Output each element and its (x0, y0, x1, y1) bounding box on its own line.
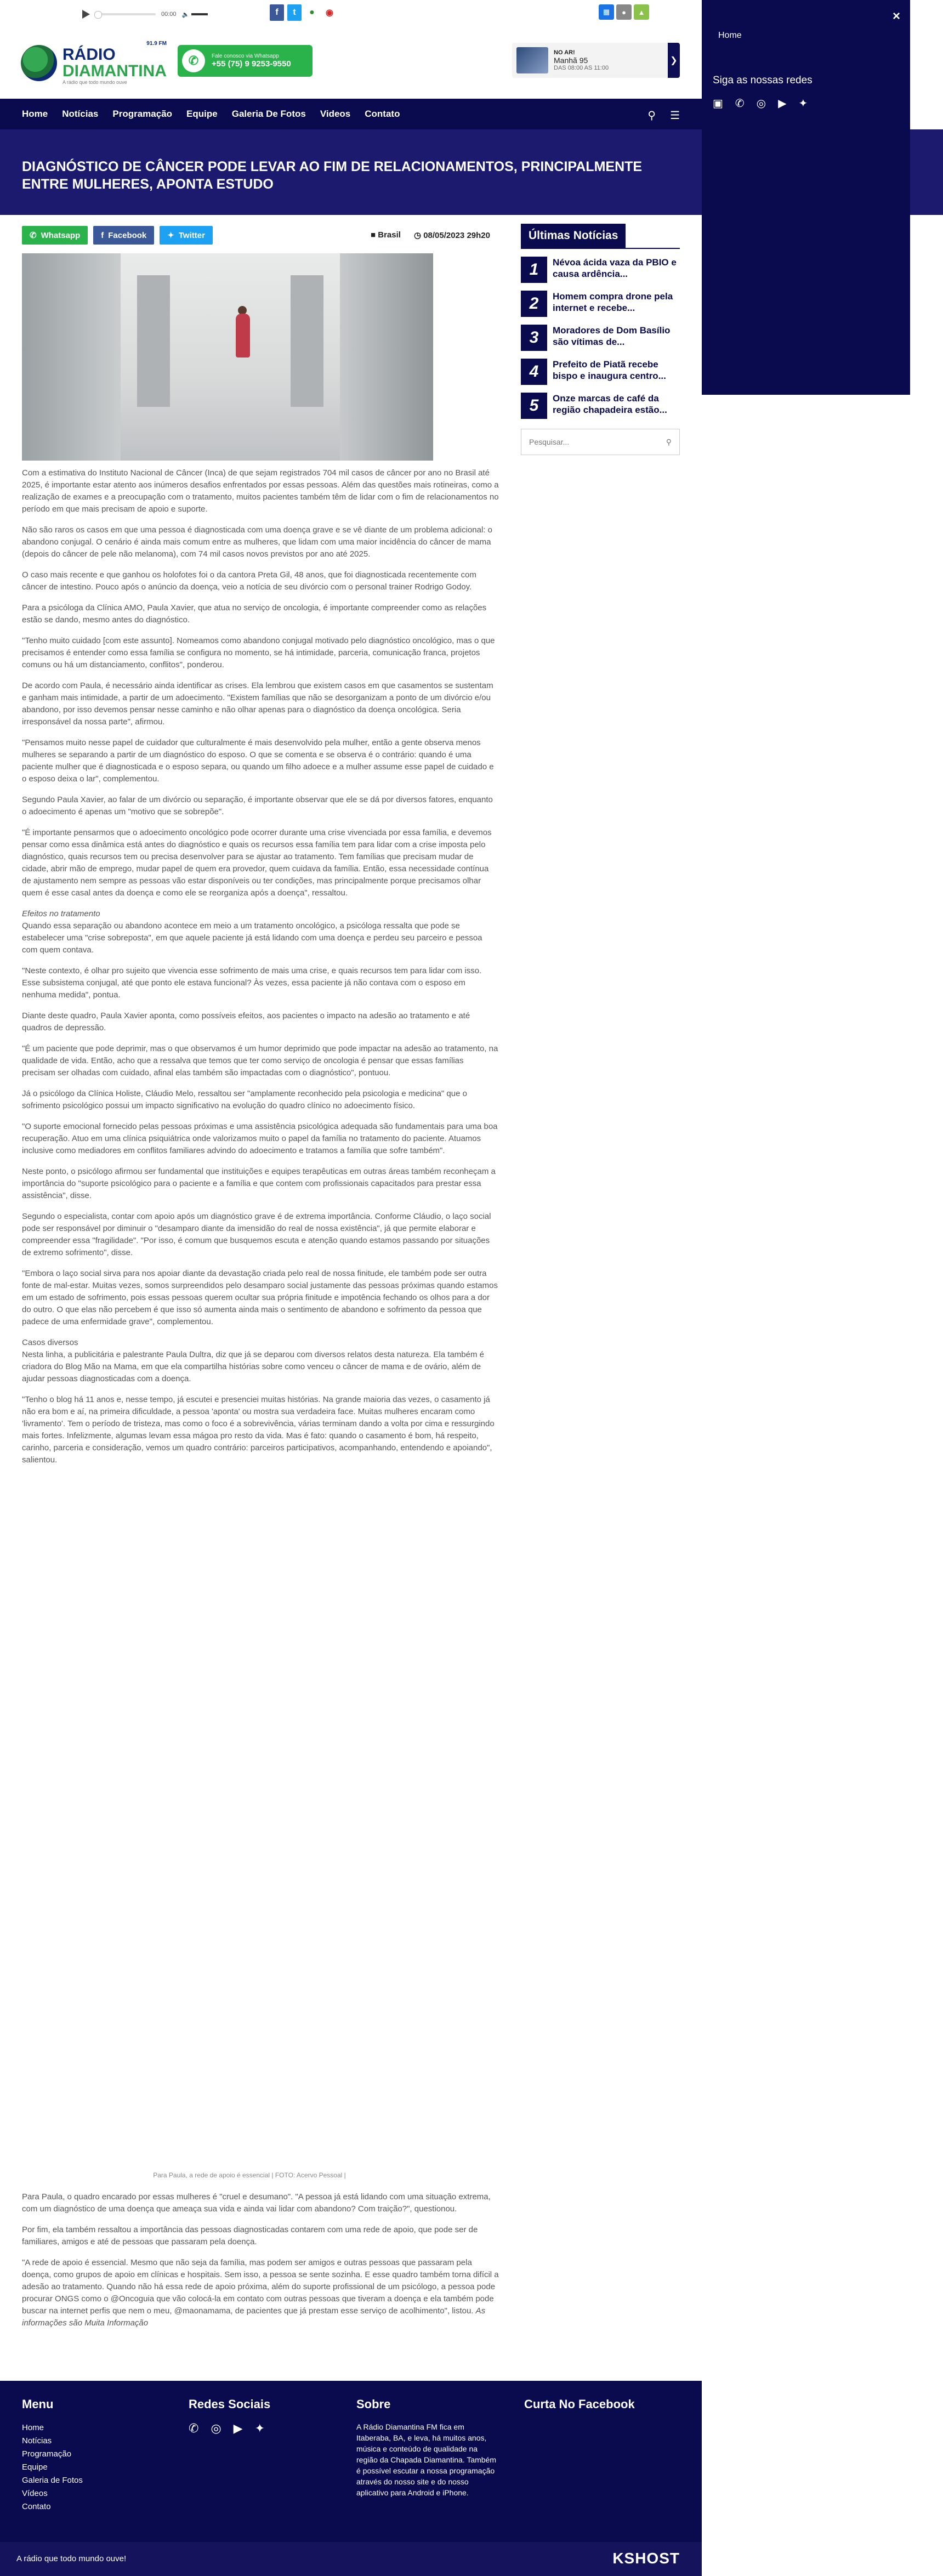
player-time: 00:00 (161, 11, 177, 18)
host-photo (516, 47, 548, 73)
article-body-continued (22, 2191, 499, 2338)
folder-icon: ■ (371, 230, 376, 240)
article-paragraph: "Pensamos muito nesse papel de cuidador que culturalmente é mais desenvolvido pela mulher, então a gente observa menos mulheres se separando a partir de um diagnóstico do esposo. O que se comenta e se observa é o contrário: quando é uma paciente mulher que é diagnosticada e o esposo separa, ou quando um filho adoece e a mulher assume esse papel de cuidado e o esposo deixa o lar", complementou. (22, 738, 494, 784)
footer-tagline: A rádio que todo mundo ouve! (16, 2554, 127, 2563)
share-buttons (22, 226, 213, 245)
article-paragraph: "Neste contexto, é olhar pro sujeito que vivencia esse sofrimento de mais uma crise, e quais recursos tem para lidar com isso. Esse subsistema conjugal, até que ponto ele estava funcional? Às vezes, essa paciente já não contava com o esposo em nenhuma medida", pontua. (22, 966, 482, 1000)
search-icon[interactable]: ⚲ (666, 437, 672, 446)
menu-icon[interactable]: ☰ (670, 110, 680, 122)
article-title: DIAGNÓSTICO DE CÂNCER PODE LEVAR AO FIM DE RELACIONAMENTOS, PRINCIPALMENTE ENTRE MULHERES, APONTA ESTUDO (22, 159, 643, 192)
instagram-icon[interactable]: ◎ (756, 98, 766, 110)
twitter-icon: ✦ (167, 231, 174, 240)
article-paragraph: Já o psicólogo da Clínica Holiste, Cláudio Melo, ressaltou ser "amplamente reconhecido pela psicologia e medicina" que o sofrimento psicológico possui um impacto significativo na evolução do quadro clínico no adoecimento físico. (22, 1089, 467, 1110)
footer-about-title: Sobre (356, 2397, 391, 2411)
article-paragraph: "Embora o laço social sirva para nos apoiar diante da devastação criada pelo real de nossa finitude, ele também pode ser outra fonte de mal-estar. Muitas vezes, somos surpreendidos pelo desamparo social justamente das pessoas próximas quando estamos em um estado de sofrimento, pois essas pessoas querem ocultar sua própria finitude e impotência fechando os olhos para a dor do outro. O que elas não percebem é que isso só aumenta ainda mais o sentimento de abandono e sofrimento da pessoa que padece de uma enfermidade grave", complementou. (22, 1269, 498, 1326)
facebook-icon[interactable]: f (270, 4, 284, 21)
article-paragraph: "É importante pensarmos que o adoecimento oncológico pode ocorrer durante uma crise vivenciada por essa família, e devemos pensar como essa dinâmica está antes do diagnóstico e quais os recursos essa família tem para lidar com a crise imposta pelo diagnóstico, quais recursos tem ou precisa desenvolver para se ajustar ao tratamento. Tem famílias que precisam mudar de cidade, abrir mão de emprego, mudar papel de quem era provedor, quem cuidava da família. Então, essa necessidade contínua de ajustamento nem sempre as pessoas vão estar disponíveis ou ter condições, mas principalmente porque precisamos olhar quem é esse casal antes da doença e como ele se reorganiza após a doença", ressaltou. (22, 828, 492, 898)
close-icon[interactable]: × (892, 9, 900, 24)
youtube-icon[interactable]: ▶ (233, 2421, 243, 2435)
on-air-program: Manhã 95 (554, 56, 588, 65)
logo-emblem (21, 45, 57, 81)
news-item[interactable] (521, 359, 680, 385)
volume-icon[interactable]: 🔈 (181, 11, 190, 18)
whatsapp-contact-button[interactable] (178, 45, 313, 77)
top-social-links (270, 4, 337, 21)
article-subheading: Casos diversos (22, 1338, 78, 1347)
volume-control[interactable] (182, 11, 208, 18)
nav-noticias[interactable]: Notícias (62, 109, 99, 119)
offcanvas-home-link[interactable]: Home (718, 31, 742, 40)
play-icon[interactable] (82, 10, 90, 19)
article-paragraph: Por fim, ela também ressaltou a importância das pessoas diagnosticadas contarem com uma rede de apoio, que pode ser de familiares, amigos e até de pessoas que passaram pela doença. (22, 2225, 478, 2246)
footer-about (356, 2397, 499, 2498)
volume-slider[interactable] (191, 13, 208, 15)
nav-videos[interactable]: Videos (320, 109, 351, 119)
logo-text: 91.9 FM RÁDIO DIAMANTINA A rádio que todo mundo ouve (63, 41, 167, 85)
article-meta (371, 230, 490, 240)
share-whatsapp-button[interactable]: ✆ Whatsapp (22, 226, 88, 245)
news-title[interactable]: Névoa ácida vaza da PBIO e causa ardência... (553, 257, 677, 279)
main-nav (0, 99, 702, 129)
on-air-label: NO AR! (554, 49, 575, 56)
news-title[interactable]: Prefeito de Piatã recebe bispo e inaugura centro... (553, 359, 666, 381)
chevron-right-icon[interactable]: ❯ (668, 43, 680, 78)
site-logo[interactable] (21, 41, 167, 85)
nav-galeria[interactable]: Galeria De Fotos (231, 109, 306, 119)
footer-link[interactable]: Contato (22, 2502, 51, 2511)
search-icon[interactable]: ⚲ (647, 110, 656, 122)
article-body (22, 467, 499, 1475)
facebook-icon[interactable]: ▣ (713, 98, 723, 110)
article-paragraph: "A rede de apoio é essencial. Mesmo que não seja da família, mas podem ser amigos e outras pessoas que passaram pela doença, como grupos de apoio em clínicas e hospitais. Sem isso, a pessoa se sente sozinha. E esse quadro também torna difícil a adesão ao tratamento. Quando não há essa rede de apoio próxima, além do suporte profissional de um psicólogo, a pessoa pode procurar ONGS como o @Oncoguia que vão colocá-la em contato com outras pessoas que tiveram a doença e ela também pode buscar na internet perfis que nem o meu, @maonamama, de pacientes que já prestam esse serviço de acolhimento", listou. As informações são Muita Informação (22, 2258, 499, 2328)
article-paragraph: Segundo o especialista, contar com apoio após um diagnóstico grave é de extrema importância. Conforme Cláudio, o laço social pode ser responsável por diminuir o "desamparo diante da imensidão do real de nossa existência", já que permite elaborar e compreender essa "fragilidade". "Por isso, é comum que busquemos escuta e atenção quando estamos passando por situações de extremo sofrimento", disse. (22, 1212, 491, 1257)
article-paragraph: "Tenho o blog há 11 anos e, nesse tempo, já escutei e presenciei muitas histórias. Na grande maioria das vezes, o casamento já não era bom e aí, na primeira dificuldade, a pessoa 'aponta' ou mostra sua verdadeira face. Muitas mulheres encaram como 'livramento'. Tem o período de tristeza, mas como o foco é a sobrevivência, várias terminam dando a volta por cima e ressurgindo mais fortes. Infelizmente, algumas levam essa mágoa pro resto da vida. Mas é fato: quando o casamento é bom, há respeito, carinho, parceria e consideração, vemos um quadro contrário: parceiros participativos, acompanhando, entendendo e apoiando", salientou. (22, 1395, 495, 1465)
whatsapp-icon: ✆ (182, 49, 205, 72)
apple-icon[interactable]: ● (616, 4, 632, 20)
app-download-links (599, 4, 649, 20)
news-item[interactable] (521, 325, 680, 351)
article-paragraph: Nesta linha, a publicitária e palestrante Paula Dultra, diz que já se deparou com diversos relatos desta natureza. Ela também é criadora do Blog Mão na Mama, em que ela compartilha histórias sobre como venceu o câncer de mama e de ovário, além de ajudar pessoas diagnosticadas com a doença. (22, 1350, 484, 1383)
on-air-widget[interactable] (512, 43, 680, 78)
footer-bottom-bar (0, 2542, 702, 2576)
audio-player (82, 7, 208, 22)
nav-home[interactable]: Home (22, 109, 48, 119)
article-paragraph: O caso mais recente e que ganhou os holofotes foi o da cantora Preta Gil, 48 anos, que foi diagnosticada recentemente com câncer de intestino. Pouco após o anúncio da doença, veio a notícia de seu divórcio com o personal trainer Rodrigo Godoy. (22, 570, 476, 592)
android-icon[interactable]: ● (305, 4, 319, 21)
article-paragraph: Com a estimativa do Instituto Nacional de Câncer (Inca) de que sejam registrados 704 mil casos de câncer por ano no Brasil até 2025, é importante estar atento aos inúmeros desafios enfrentados por essas pessoas. Além das questões mais rotineiras, como a realização de exames e a preocupação com o tratamento, muitos pacientes também têm de lidar com o fim de relacionamentos no período em que mais precisam de apoio e suporte. (22, 468, 499, 514)
news-rank: 2 (521, 291, 547, 317)
article-paragraph: "É um paciente que pode deprimir, mas o que observamos é um humor deprimido que pode impactar na adesão ao tratamento, na qualidade de vida. Então, acho que a ressalva que temos que ter como serviço de oncologia é pensar que essas famílias precisam ser olhadas com cuidado, afinal elas também são impactadas com o diagnóstico", pontuou. (22, 1044, 498, 1077)
article-hero-image (22, 253, 433, 461)
image-caption: Para Paula, a rede de apoio é essencial | FOTO: Acervo Pessoal | (153, 2171, 346, 2179)
top-bar (0, 0, 702, 29)
article-paragraph: Diante deste quadro, Paula Xavier aponta, como possíveis efeitos, aos pacientes o impacto na adesão ao tratamento e até quadros de depressão. (22, 1011, 470, 1032)
offcanvas-follow-label: Siga as nossas redes (713, 75, 813, 86)
whatsapp-icon[interactable]: ✆ (735, 98, 745, 110)
android-app-icon[interactable]: ▲ (634, 4, 649, 20)
youtube-icon[interactable]: ▶ (778, 98, 787, 110)
footer-about-text: A Rádio Diamantina FM fica em Itaberaba, BA, e leva, há muitos anos, música e conteúdo de qualidade na região da Chapada Diamantina. Também é possível escutar a nossa programação através do nosso site e do nosso aplicativo para Android e iPhone. (356, 2422, 497, 2497)
news-item[interactable] (521, 257, 680, 283)
article-paragraph: "Tenho muito cuidado [com este assunto]. Nomeamos como abandono conjugal motivado pelo diagnóstico oncológico, mas o que precisamos é entender como essa família se configura no momento, se há intimidade, parceria, comunicação franca, projetos comuns ou há um distanciamento, conflitos", ponderou. (22, 636, 495, 669)
category-badge[interactable]: ■ Brasil (371, 230, 401, 240)
footer-link[interactable]: Home (22, 2423, 44, 2432)
sidebar-search[interactable] (521, 429, 680, 455)
clock-icon: ◷ (413, 231, 422, 240)
offcanvas-menu (702, 0, 910, 395)
whatsapp-number: +55 (75) 9 9253-9550 (212, 59, 291, 69)
nav-programacao[interactable]: Programação (112, 109, 173, 119)
article-subheading: Efeitos no tratamento (22, 909, 100, 918)
footer-facebook (524, 2397, 635, 2421)
news-rank: 4 (521, 359, 547, 385)
article-paragraph: Não são raros os casos em que uma pessoa é diagnosticada com uma doença grave e se vê diante de um problema adicional: o abandono conjugal. O cenário é ainda mais comum entre as mulheres, que lidam com uma maior incidência do câncer de mama (depois do câncer de pele não melanoma), com 74 mil casos novos previstos por ano até 2025. (22, 525, 493, 559)
nav-equipe[interactable]: Equipe (186, 109, 218, 119)
footer-link[interactable]: Notícias (22, 2436, 52, 2446)
windows-icon[interactable]: ▦ (599, 4, 614, 20)
footer-link[interactable]: Equipe (22, 2462, 48, 2472)
twitter-icon[interactable]: t (287, 4, 302, 21)
article-paragraph: "O suporte emocional fornecido pelas pessoas próximas e uma assistência psicológica adequada são fundamentais para uma boa recuperação. Atuo em uma clínica psiquiátrica onde valorizamos muito o papel da família no tratamento do paciente. Atuamos inclusive como mediadores em conflitos familiares advindo do adoecimento e tratamos a família que sofre também". (22, 1122, 498, 1155)
share-facebook-button[interactable]: f Facebook (93, 226, 154, 245)
whatsapp-icon[interactable]: ✆ (189, 2421, 199, 2435)
source-note: As informações são Muita Informação (22, 2306, 486, 2328)
offcanvas-social-links (713, 97, 808, 110)
share-twitter-button[interactable]: ✦ Twitter (160, 226, 213, 245)
kshost-logo[interactable]: KSHOST (612, 2550, 680, 2567)
footer-social (189, 2397, 270, 2436)
footer-link[interactable]: Programação (22, 2449, 72, 2459)
seek-slider[interactable] (95, 13, 156, 15)
news-title[interactable]: Moradores de Dom Basílio são vítimas de... (553, 325, 671, 347)
article-paragraph: Para Paula, o quadro encarado por essas mulheres é "cruel e desumano". "A pessoa já está lidando com uma situação extrema, com um diagnóstico de uma doença que ameaça sua vida e ainda vai lidar com abandono? Com traição?", questionou. (22, 2192, 491, 2214)
sidebar (521, 224, 680, 455)
article-paragraph: Neste ponto, o psicólogo afirmou ser fundamental que instituições e equipes terapêuticas em outras áreas também reconheçam a importância do "suporte psicológico para o paciente e a família e que contem com profissionais capacitados para prestar essa assistência", disse. (22, 1167, 496, 1200)
article-date: ◷ 08/05/2023 29h20 (413, 231, 490, 240)
news-item[interactable] (521, 291, 680, 317)
footer-menu-title: Menu (22, 2397, 54, 2411)
nav-contato[interactable]: Contato (365, 109, 400, 119)
article-paragraph: Quando essa separação ou abandono acontece em meio a um tratamento oncológico, a psicóloga ressalta que pode se estabelecer uma "crise sobreposta", em que aquele paciente já está lidando com uma doença e perdeu seu parceiro e pessoa com quem contava. (22, 921, 482, 955)
whatsapp-label: Fale conosco via Whatsapp (212, 53, 279, 59)
site-header (0, 29, 702, 99)
facebook-icon: f (101, 230, 104, 240)
search-input[interactable]: Pesquisar... (529, 438, 570, 446)
footer-link[interactable]: Vídeos (22, 2489, 48, 2498)
youtube-icon[interactable]: ◉ (322, 4, 337, 21)
latest-news-title: Últimas Notícias (521, 224, 626, 248)
news-rank: 1 (521, 257, 547, 283)
footer-link[interactable]: Galeria de Fotos (22, 2476, 83, 2485)
news-item[interactable] (521, 393, 680, 419)
twitter-icon[interactable]: ✦ (798, 98, 808, 110)
twitter-icon[interactable]: ✦ (254, 2421, 265, 2435)
news-rank: 5 (521, 393, 547, 419)
instagram-icon[interactable]: ◎ (211, 2421, 221, 2435)
footer-social-title: Redes Sociais (189, 2397, 271, 2411)
site-footer (0, 2381, 702, 2542)
whatsapp-icon: ✆ (30, 231, 37, 240)
article-paragraph: De acordo com Paula, é necessário ainda identificar as crises. Ela lembrou que existem casos em que casamentos se sustentam e ganham mais intimidade, a partir de um adoecimento. "Existem famílias que não se desorganizam a ponto de um divórcio e/ou abandono, por isso devemos pensar nesse caminho e não olhar apenas para o diagnóstico da doença oncológica. Seria irresponsável da nossa parte", afirmou. (22, 681, 493, 727)
news-title[interactable]: Onze marcas de café da região chapadeira estão... (553, 393, 667, 415)
footer-menu (22, 2397, 83, 2513)
footer-facebook-title: Curta No Facebook (524, 2397, 635, 2411)
article-paragraph: Segundo Paula Xavier, ao falar de um divórcio ou separação, é importante observar que ele se dá por diversos fatores, enquanto o adoecimento é apenas um "motivo que se sobrepõe". (22, 795, 493, 816)
news-title[interactable]: Homem compra drone pela internet e recebe... (553, 291, 673, 313)
article-paragraph: Para a psicóloga da Clínica AMO, Paula Xavier, que atua no serviço de oncologia, é importante compreender como as relações estão se dando, mesmo antes do diagnóstico. (22, 603, 487, 625)
on-air-time: DAS 08:00 AS 11:00 (554, 65, 609, 71)
news-rank: 3 (521, 325, 547, 351)
